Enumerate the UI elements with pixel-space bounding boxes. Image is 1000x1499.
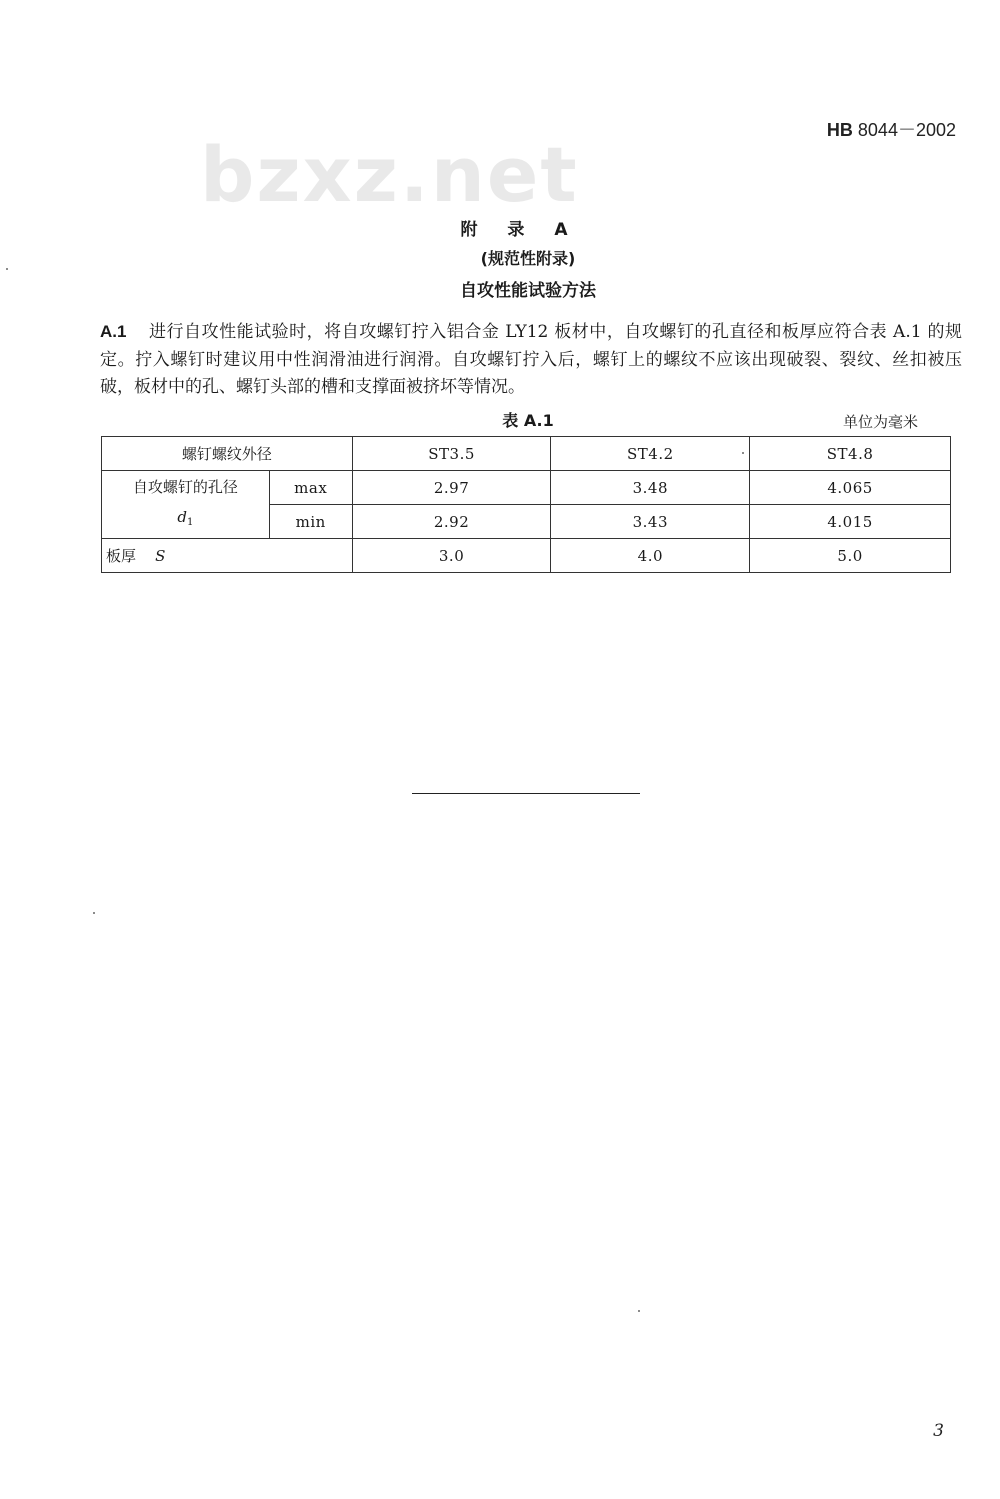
hole-diameter-symbol — [177, 508, 193, 526]
column-st35: ST3.5 — [352, 437, 551, 471]
scan-speck — [638, 1310, 640, 1312]
thread-diameter-label: 螺钉螺纹外径 — [102, 437, 353, 471]
max-value-st35: 2.97 — [352, 471, 551, 505]
column-st42: ST4.2 — [551, 437, 750, 471]
clause-number: A.1 — [100, 322, 127, 341]
min-value-st48: 4.015 — [750, 505, 951, 539]
table-row-max — [102, 471, 951, 505]
thickness-value-st48: 5.0 — [750, 539, 951, 573]
thickness-symbol: S — [155, 547, 166, 565]
table-row-thickness — [102, 539, 951, 573]
appendix-name: 自攻性能试验方法 — [460, 281, 596, 301]
appendix-title: 附 录 A — [460, 220, 580, 240]
scan-speck — [93, 912, 95, 914]
min-label: min — [269, 505, 352, 539]
max-value-st48: 4.065 — [750, 471, 951, 505]
clause-text: 进行自攻性能试验时，将自攻螺钉拧入铝合金 LY12 板材中，自攻螺钉的孔直径和板厚应符合表 A.1 的规定。拧入螺钉时建议用中性润滑油进行润滑。自攻螺钉拧入后，螺钉上的螺纹不应该出现破裂、裂纹、丝扣被压破，板材中的孔、螺钉头部的槽和支撑面被挤坏等情况。 — [100, 322, 962, 397]
standard-prefix: HB — [826, 120, 853, 140]
end-rule — [412, 793, 640, 794]
max-value-st42: 3.48 — [551, 471, 750, 505]
scan-speck — [742, 452, 744, 454]
scan-speck — [6, 268, 8, 270]
spec-table — [101, 436, 951, 573]
page-number: 3 — [933, 1421, 944, 1441]
standard-code: 8044－2002 — [857, 120, 956, 140]
standard-number — [827, 116, 956, 142]
hole-diameter-label — [102, 471, 270, 539]
min-value-st35: 2.92 — [352, 505, 551, 539]
min-value-st42: 3.43 — [551, 505, 750, 539]
hole-diameter-text: 自攻螺钉的孔径 — [132, 477, 238, 496]
watermark: bzxz.net — [200, 130, 579, 219]
thickness-label — [102, 539, 353, 573]
table-row-header — [102, 437, 951, 471]
table-caption: 表 A.1 — [502, 411, 554, 430]
column-st48: ST4.8 — [750, 437, 951, 471]
appendix-type: (规范性附录) — [480, 249, 576, 268]
clause-paragraph — [100, 318, 962, 402]
thickness-value-st42: 4.0 — [551, 539, 750, 573]
thickness-text: 板厚 — [106, 547, 137, 565]
hole-symbol-d: d — [177, 507, 187, 526]
hole-symbol-sub: 1 — [187, 516, 194, 528]
unit-note: 单位为毫米 — [842, 413, 918, 431]
max-label: max — [269, 471, 352, 505]
thickness-value-st35: 3.0 — [352, 539, 551, 573]
